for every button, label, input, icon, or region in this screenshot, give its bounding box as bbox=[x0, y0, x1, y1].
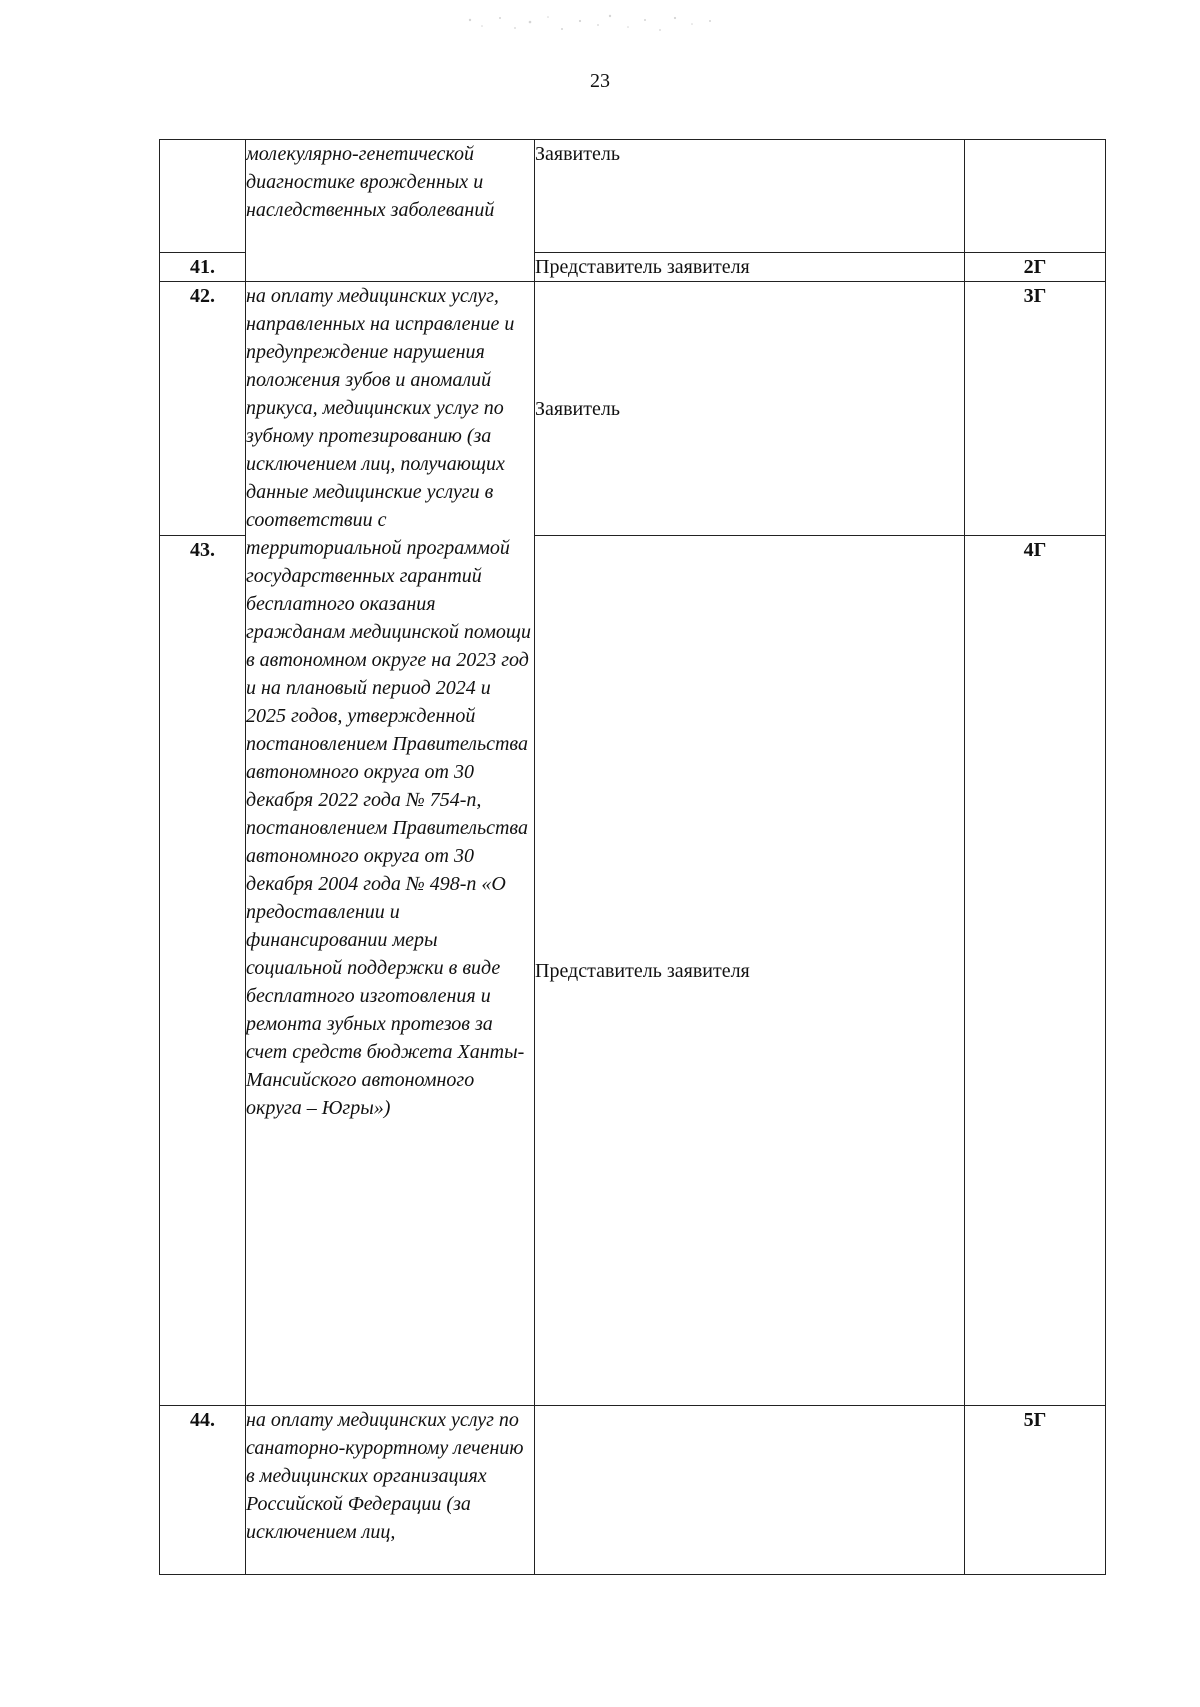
document-table-container bbox=[159, 139, 1105, 1575]
row-number: 41. bbox=[160, 253, 246, 282]
row-description: молекулярно-генетической диагностике врожденных и наследственных заболеваний bbox=[246, 140, 535, 282]
row-description: на оплату медицинских услуг по санаторно-курортному лечению в медицинских организациях Российской Федерации (за исключением лиц, bbox=[246, 1406, 535, 1575]
row-applicant: Представитель заявителя bbox=[535, 536, 965, 1406]
row-code: 2Г bbox=[965, 253, 1106, 282]
row-number: 42. bbox=[160, 282, 246, 536]
row-code: 3Г bbox=[965, 282, 1106, 536]
page-number: 23 bbox=[590, 70, 610, 92]
row-code: 5Г bbox=[965, 1406, 1106, 1575]
row-code bbox=[965, 140, 1106, 253]
table-row bbox=[160, 282, 1106, 536]
row-number: 43. bbox=[160, 536, 246, 1406]
row-applicant: Представитель заявителя bbox=[535, 253, 965, 282]
row-code: 4Г bbox=[965, 536, 1106, 1406]
row-number bbox=[160, 140, 246, 253]
table-row bbox=[160, 1406, 1106, 1575]
table-row bbox=[160, 140, 1106, 253]
row-applicant bbox=[535, 1406, 965, 1575]
scan-noise-decoration bbox=[460, 8, 740, 38]
row-applicant: Заявитель bbox=[535, 140, 965, 253]
document-table bbox=[159, 139, 1106, 1575]
row-applicant: Заявитель bbox=[535, 282, 965, 536]
row-description: на оплату медицинских услуг, направленных на исправление и предупреждение нарушения положения зубов и аномалий прикуса, медицинских услуг по зубному протезированию (за исключением лиц, получающих данные медицинские услуги в соответствии с территориальной программой государственных гарантий бесплатного оказания гражданам медицинской помощи в автономном округе на 2023 год и на плановый период 2024 и 2025 годов, утвержденной постановлением Правительства автономного округа от 30 декабря 2022 года № 754-п, постановлением Правительства автономного округа от 30 декабря 2004 года № 498-п «О предоставлении и финансировании меры социальной поддержки в виде бесплатного изготовления и ремонта зубных протезов за счет средств бюджета Ханты-Мансийского автономного округа – Югры») bbox=[246, 282, 535, 1406]
row-number: 44. bbox=[160, 1406, 246, 1575]
